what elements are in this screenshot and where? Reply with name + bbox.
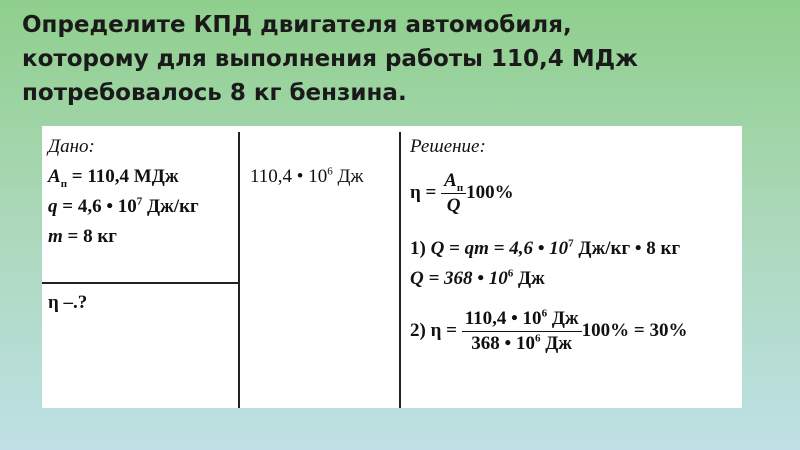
given-useful-work: $A_п = 110,4$ МДж bbox=[48, 166, 179, 190]
given-divider bbox=[42, 282, 239, 284]
efficiency-formula: η = $\frac{A_п}{Q}$ 100% bbox=[410, 170, 514, 216]
problem-statement bbox=[22, 8, 792, 110]
problem-line-3: потребовалось 8 кг бензина. bbox=[22, 80, 407, 106]
step-2-fraction: $\frac{110,4 • 10^6 Дж}{368 • 10^6 Дж}$ bbox=[462, 308, 582, 355]
solution-header: Решение: bbox=[410, 136, 486, 157]
problem-line-2: которому для выполнения работы 110,4 МДж bbox=[22, 46, 638, 72]
given-specific-heat: q = 4,6 • $10^7$ Дж/кг bbox=[48, 195, 199, 217]
column-divider-1 bbox=[238, 132, 240, 408]
step-1: 1) Q = qm = 4,6 • $10^7$ Дж/кг • 8 кг bbox=[410, 237, 681, 259]
problem-line-1: Определите КПД двигателя автомобиля, bbox=[22, 12, 572, 38]
solution-sheet bbox=[42, 126, 742, 408]
si-conversion: 110,4 • $10^6$ Дж bbox=[250, 165, 364, 187]
column-divider-2 bbox=[399, 132, 401, 408]
step-1-result: Q = 368 • $10^6$ Дж bbox=[410, 267, 545, 289]
given-mass: m = 8 кг bbox=[48, 226, 117, 247]
find-efficiency: η –.? bbox=[48, 292, 88, 313]
given-header: Дано: bbox=[48, 136, 95, 157]
step-2: 2) η = $\frac{110,4 • 10^6 Дж}{368 • 10^6 Дж}$ 100% = 30% bbox=[410, 307, 688, 354]
formula-fraction: $\frac{A_п}{Q}$ bbox=[441, 170, 466, 217]
